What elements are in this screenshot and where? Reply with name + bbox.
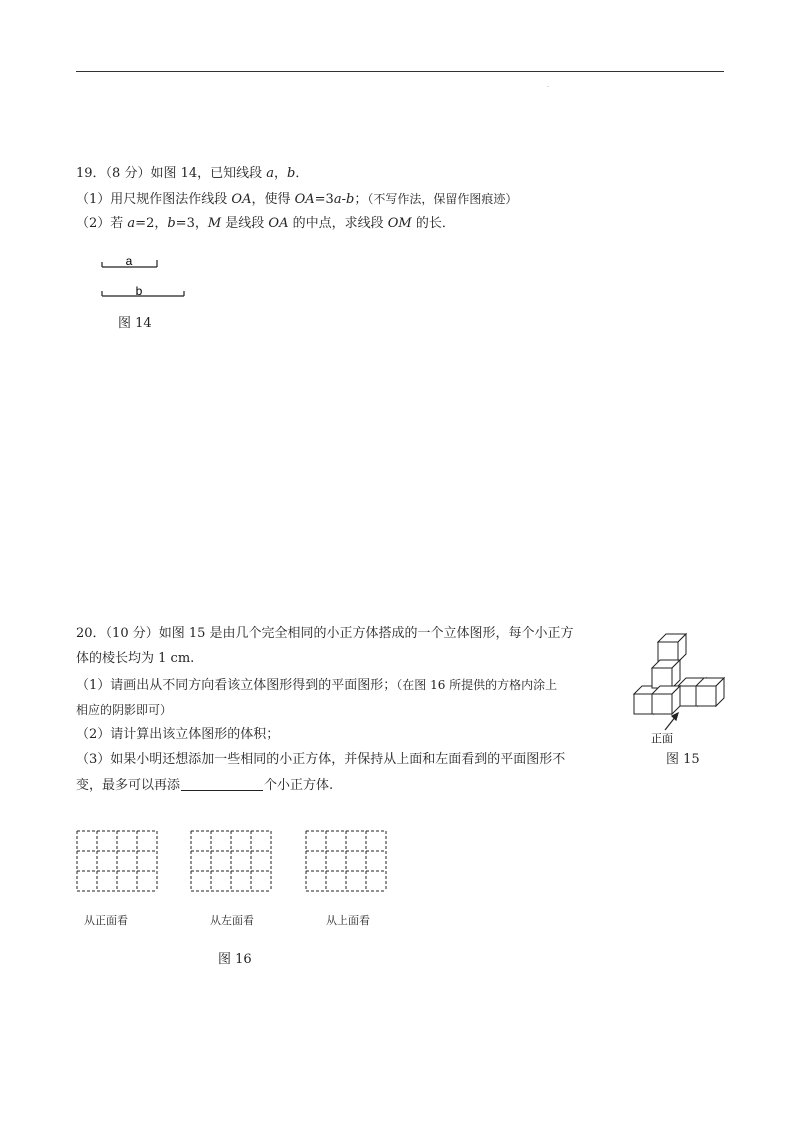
- figure-15-cubes: [632, 632, 728, 744]
- q20-part2: （2）请计算出该立体图形的体积；: [76, 727, 280, 742]
- grid-left-view[interactable]: [190, 830, 274, 894]
- q20-part1: （1）请画出从不同方向看该立体图形得到的平面图形；（在图 16 所提供的方格内涂上: [76, 678, 558, 693]
- front-label: 正面: [651, 732, 673, 744]
- q20-title-cont: 体的棱长均为 1 cm.: [76, 651, 195, 666]
- grid-top-view[interactable]: [305, 830, 389, 894]
- header-rule: [76, 71, 724, 72]
- segment-b: [102, 291, 184, 296]
- q20-title: 20．（10 分）如图 15 是由几个完全相同的小正方体搭成的一个立体图形，每个小正方: [76, 626, 574, 641]
- segment-b-label: b: [135, 284, 143, 298]
- q19-part2: （2）若 a=2，b=3，M 是线段 OA 的中点，求线段 OM 的长．: [76, 216, 455, 231]
- figure-16-caption: 图 16: [218, 952, 252, 967]
- q20-part1-cont: 相应的阴影即可）: [76, 703, 173, 717]
- grid-top-caption: 从上面看: [326, 914, 370, 927]
- grid-left-caption: 从左面看: [210, 914, 254, 927]
- figure-15-caption: 图 15: [666, 752, 700, 767]
- figure-14-segments: [98, 252, 198, 302]
- grid-front-caption: 从正面看: [84, 914, 128, 927]
- q19-part1: （1）用尺规作图法作线段 OA，使得 OA=3a-b；（不写作法，保留作图痕迹）: [76, 192, 518, 207]
- answer-blank[interactable]: [181, 778, 263, 791]
- q19-title: 19．（8 分）如图 14，已知线段 a，b．: [76, 166, 309, 181]
- grid-front-view[interactable]: [76, 830, 160, 894]
- q20-part3-cont: 变，最多可以再添 个小正方体.: [76, 778, 334, 793]
- cube-stack: [634, 634, 724, 714]
- q20-part3: （3）如果小明还想添加一些相同的小正方体，并保持从上面和左面看到的平面图形不: [76, 752, 566, 767]
- figure-14-caption: 图 14: [118, 316, 152, 331]
- segment-a-label: a: [125, 254, 133, 268]
- header-dot: ·: [547, 84, 549, 91]
- front-arrow: [665, 713, 678, 730]
